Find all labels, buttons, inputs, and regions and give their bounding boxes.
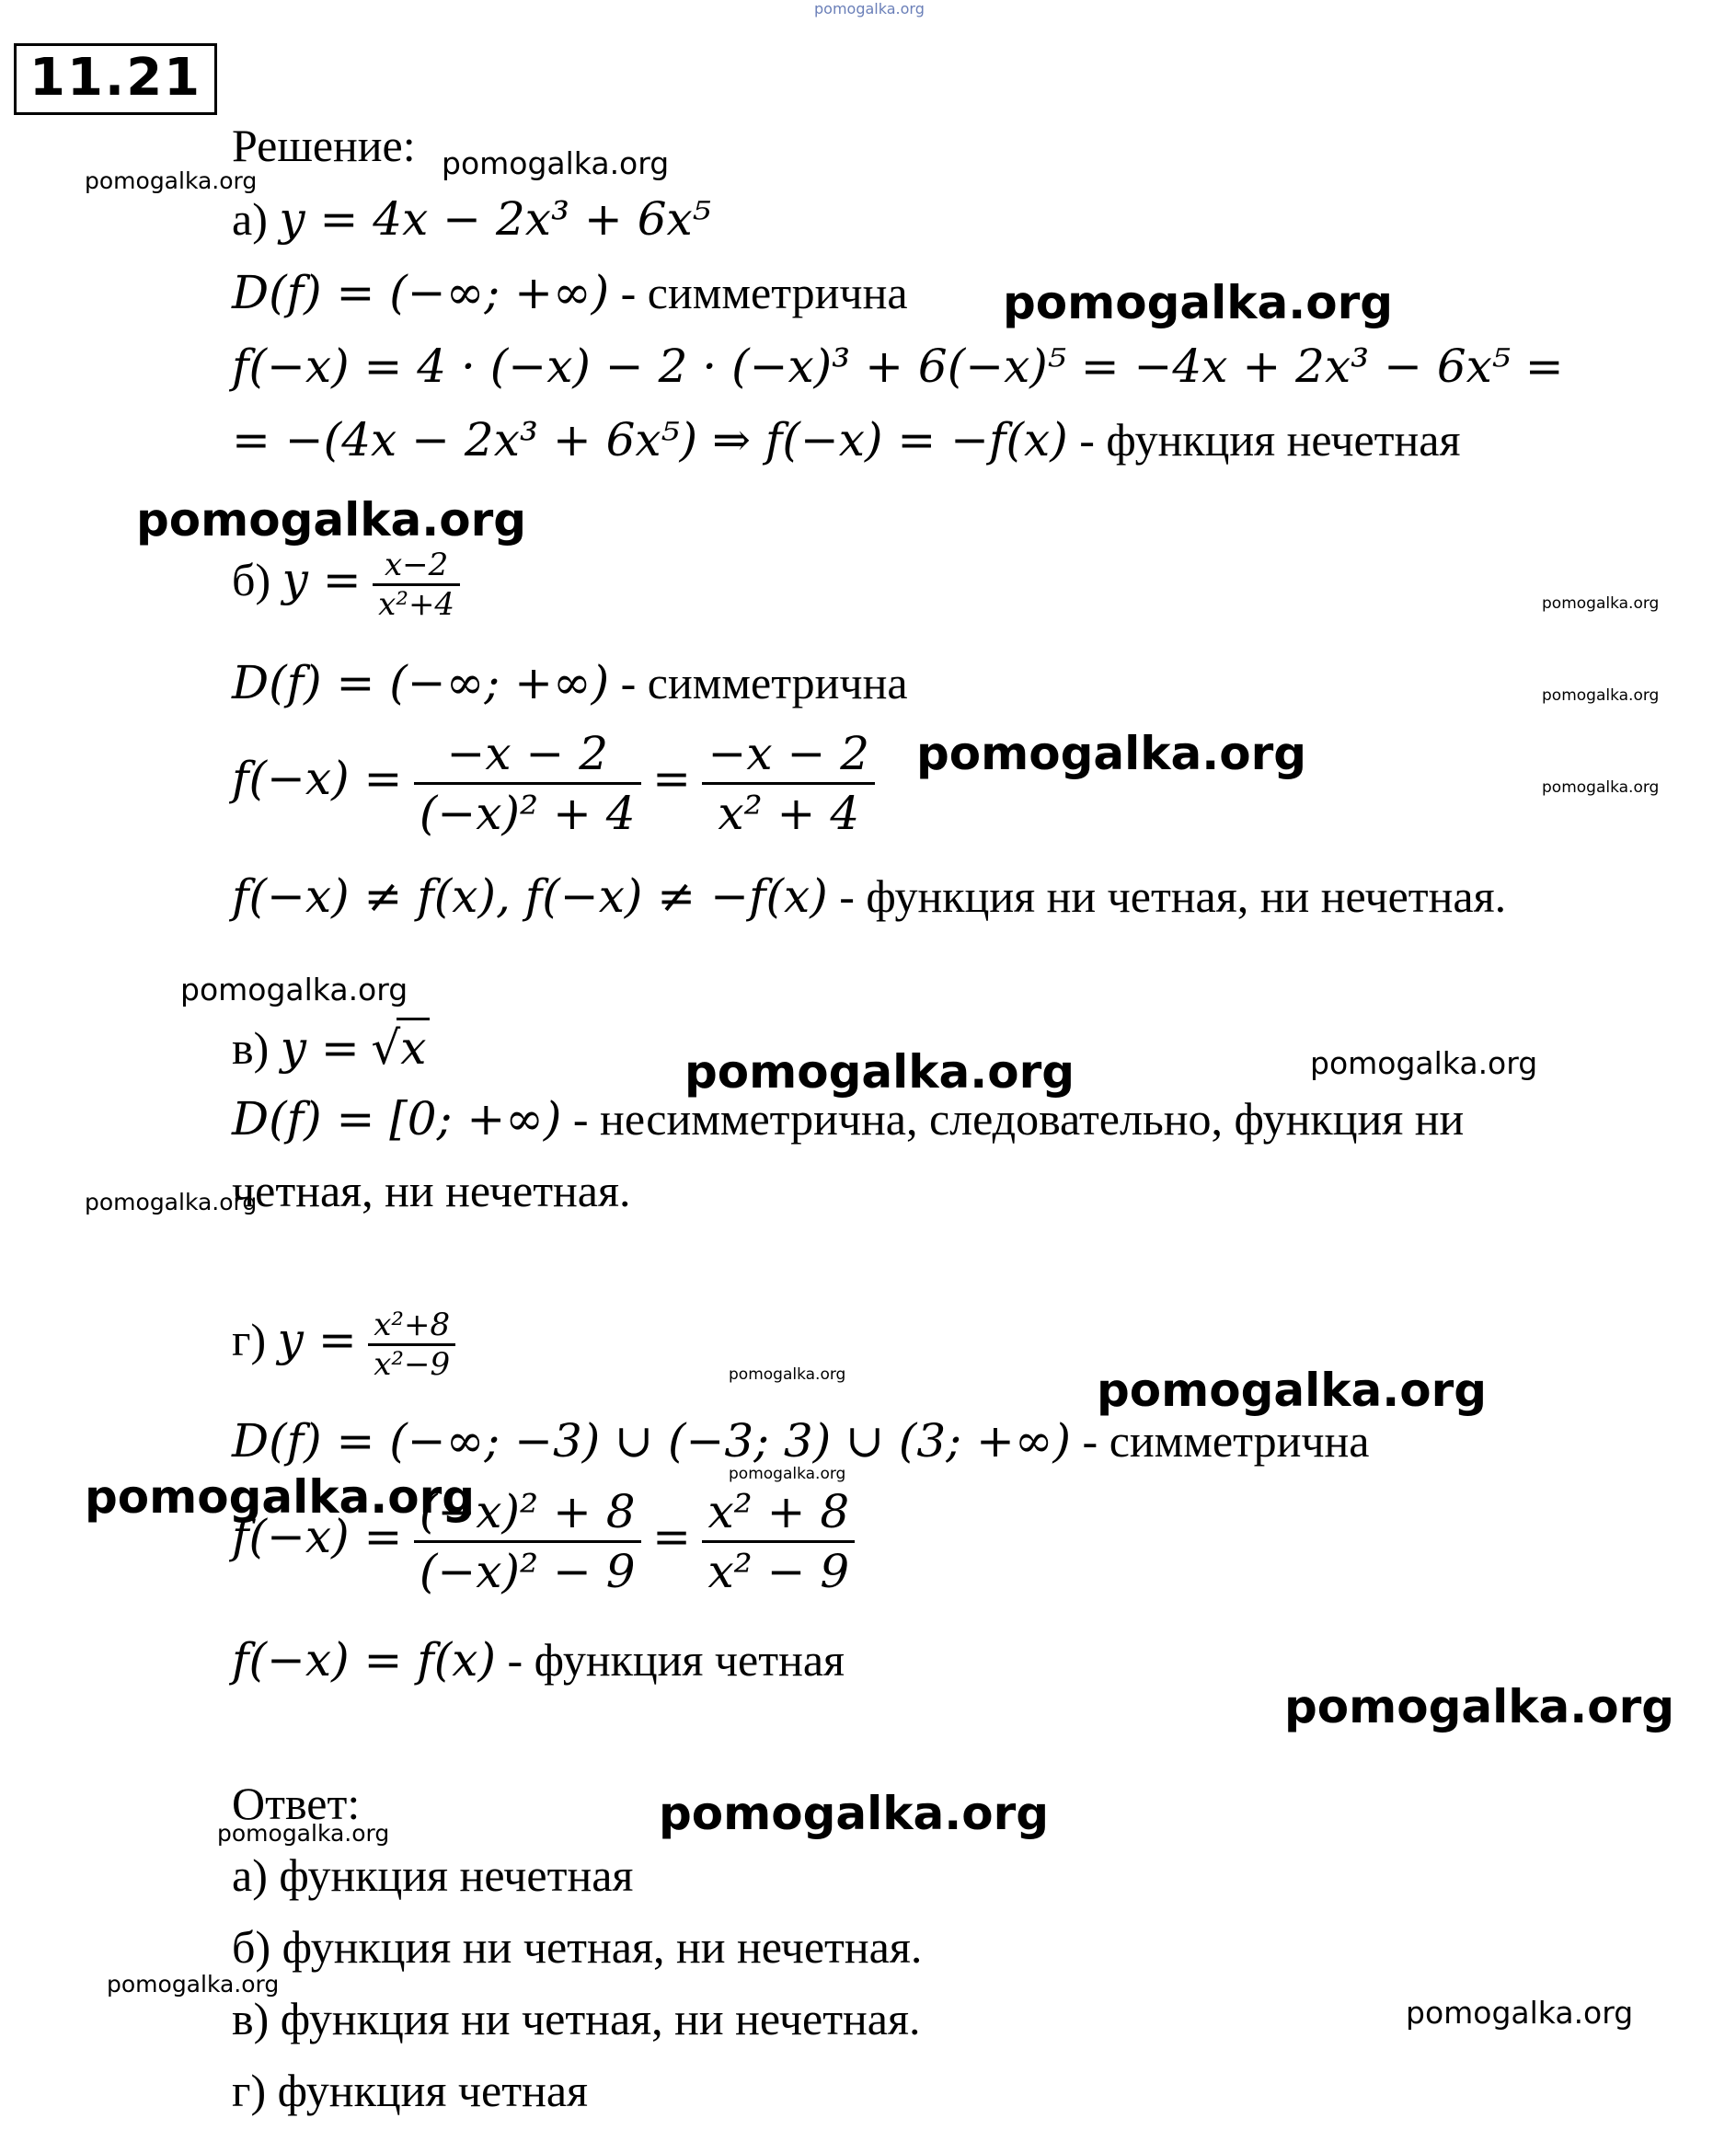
watermark: pomogalka.org <box>107 1971 280 1998</box>
part-c-domain-line <box>232 1091 1464 1146</box>
part-b-compare: f(−x) ≠ f(x), f(−x) ≠ −f(x) <box>232 869 828 923</box>
part-d-frac-den: x²−9 <box>374 1346 451 1383</box>
solution-label: Решение: <box>232 120 416 171</box>
part-b-compare-line <box>232 869 1506 924</box>
part-d-frac1-den: (−x)² − 9 <box>419 1545 636 1598</box>
part-d-label: г) <box>232 1313 267 1365</box>
part-a-formula: y = 4x − 2x³ + 6x⁵ <box>279 192 711 246</box>
part-b-frac1-den: (−x)² + 4 <box>419 787 636 840</box>
watermark: pomogalka.org <box>729 1465 846 1483</box>
part-b-domain-note: - симметрична <box>620 657 908 708</box>
answer-item-d: г) функция четная <box>232 2065 589 2116</box>
part-b-f-lhs: f(−x) = <box>232 751 403 805</box>
part-b-frac2-den: x² + 4 <box>718 787 860 840</box>
part-a-step2-line <box>232 412 1460 467</box>
part-a-label: а) <box>232 193 268 245</box>
part-b-eq: = <box>652 751 691 805</box>
part-d-compare-line <box>232 1632 845 1687</box>
part-d-domain-line <box>232 1413 1369 1468</box>
part-d-frac-num: x²+8 <box>368 1307 455 1346</box>
part-b-frac-den: x²+4 <box>378 586 455 623</box>
watermark: pomogalka.org <box>659 1787 1050 1840</box>
part-c-domain: D(f) = [0; +∞) <box>232 1092 562 1146</box>
part-a-step1-text: f(−x) = 4 · (−x) − 2 · (−x)³ + 6(−x)⁵ = −4x + 2x³ − 6x⁵ = <box>232 340 1564 393</box>
part-b-fraction-2 <box>702 725 875 842</box>
answer-item-a: а) функция нечетная <box>232 1849 634 1901</box>
part-c-domain-note-cont: четная, ни нечетная. <box>232 1165 631 1216</box>
answer-item-c: в) функция ни четная, ни нечетная. <box>232 1993 921 2044</box>
part-d-frac1-num: (−x)² + 8 <box>414 1483 641 1543</box>
part-b-function <box>232 547 460 623</box>
part-c-lhs: y = <box>280 1021 360 1075</box>
part-b-fraction <box>373 547 460 623</box>
watermark: pomogalka.org <box>217 1820 390 1847</box>
part-a-conclusion: - функция нечетная <box>1079 414 1461 466</box>
watermark: pomogalka.org <box>729 1365 846 1384</box>
part-d-frac2-den: x² − 9 <box>707 1545 850 1598</box>
part-a-domain-note: - симметрична <box>620 267 908 318</box>
part-b-conclusion: - функция ни четная, ни нечетная. <box>839 870 1507 922</box>
watermark: pomogalka.org <box>1310 1045 1538 1081</box>
part-d-compare: f(−x) = f(x) <box>232 1633 497 1687</box>
part-a-domain-line <box>232 265 908 320</box>
part-b-frac1-num: −x − 2 <box>414 725 641 785</box>
watermark: pomogalka.org <box>180 972 408 1007</box>
watermark: pomogalka.org <box>1406 1995 1634 2031</box>
part-c-domain-note: - несимметрична, следовательно, функция ни <box>572 1093 1465 1145</box>
watermark: pomogalka.org <box>1542 686 1660 705</box>
part-b-domain: D(f) = (−∞; +∞) <box>232 656 610 709</box>
watermark: pomogalka.org <box>85 1470 476 1524</box>
part-c-label: в) <box>232 1022 270 1074</box>
part-b-label: б) <box>232 553 271 605</box>
sqrt-sign: √ <box>371 1021 401 1075</box>
part-d-fraction-2 <box>702 1483 855 1600</box>
part-d-conclusion: - функция четная <box>507 1634 845 1686</box>
part-b-domain-line <box>232 655 908 710</box>
watermark: pomogalka.org <box>442 145 670 181</box>
part-d-fraction <box>368 1307 455 1383</box>
part-c-radicand: x <box>397 1018 430 1076</box>
part-b-fx-line <box>232 725 875 842</box>
watermark: pomogalka.org <box>1003 276 1394 329</box>
watermark: pomogalka.org <box>916 727 1307 780</box>
part-a-domain: D(f) = (−∞; +∞) <box>232 266 610 319</box>
part-d-function <box>232 1307 455 1383</box>
answer-label: Ответ: <box>232 1778 361 1829</box>
watermark: pomogalka.org <box>1542 594 1660 613</box>
part-d-domain: D(f) = (−∞; −3) ∪ (−3; 3) ∪ (3; +∞) <box>232 1414 1072 1468</box>
watermark: pomogalka.org <box>684 1045 1075 1099</box>
part-a-function <box>232 191 711 247</box>
problem-number: 11.21 <box>14 43 217 115</box>
watermark: pomogalka.org <box>85 167 258 194</box>
watermark: pomogalka.org <box>136 493 527 547</box>
part-b-frac-num: x−2 <box>373 547 460 586</box>
part-d-eq: = <box>652 1509 691 1563</box>
top-watermark: pomogalka.org <box>814 0 925 17</box>
part-a-step2: = −(4x − 2x³ + 6x⁵) ⇒ f(−x) = −f(x) <box>232 413 1068 466</box>
part-d-frac2-num: x² + 8 <box>702 1483 855 1543</box>
answer-item-b: б) функция ни четная, ни нечетная. <box>232 1921 923 1973</box>
watermark: pomogalka.org <box>85 1189 258 1215</box>
part-a-step1 <box>232 339 1564 394</box>
part-d-f-lhs: f(−x) = <box>232 1509 403 1563</box>
watermark: pomogalka.org <box>1097 1364 1488 1417</box>
watermark: pomogalka.org <box>1542 778 1660 797</box>
watermark: pomogalka.org <box>1284 1680 1675 1733</box>
part-b-frac2-num: −x − 2 <box>702 725 875 785</box>
part-b-fraction-1 <box>414 725 641 842</box>
part-d-lhs: y = <box>277 1312 357 1366</box>
part-c-function <box>232 1018 430 1076</box>
part-d-domain-note: - симметрична <box>1082 1415 1370 1467</box>
part-b-lhs: y = <box>282 552 362 606</box>
